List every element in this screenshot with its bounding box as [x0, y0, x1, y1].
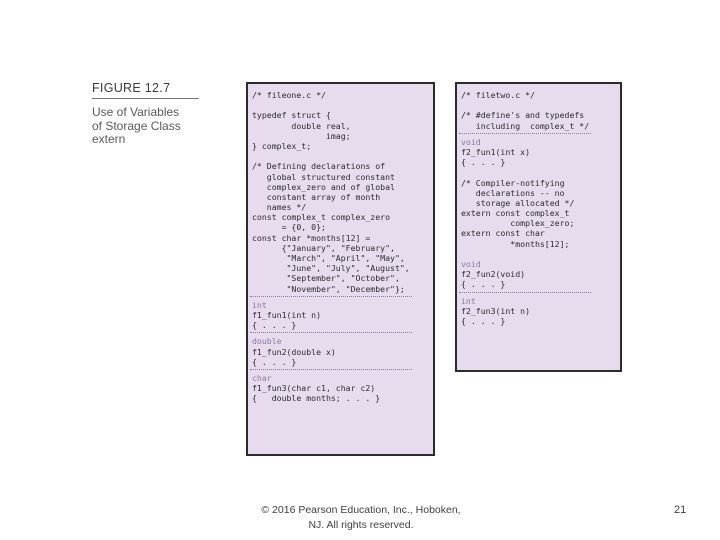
copyright-line: © 2016 Pearson Education, Inc., Hoboken,: [261, 504, 461, 516]
code-line: } complex_t;: [252, 140, 312, 151]
code-line: const char *months[12] =: [252, 232, 371, 243]
code-line: [252, 100, 410, 110]
code-line: including complex_t */: [461, 120, 590, 131]
code-line: { . . . }: [461, 279, 506, 290]
caption-line: of Storage Class: [92, 118, 181, 133]
code-line: int: [252, 299, 267, 310]
code-line: imag;: [252, 130, 351, 141]
code-line: "November", "December"};: [252, 283, 405, 294]
caption-line: extern: [92, 132, 126, 146]
code-panel-filetwo: [455, 82, 622, 372]
code-line: f2_fun2(void): [461, 269, 526, 280]
code-line: declarations -- no: [461, 187, 565, 198]
code-line: /* Compiler-notifying: [461, 177, 565, 188]
page-number: 21: [674, 504, 687, 516]
code-line: f1_fun2(double x): [252, 346, 336, 357]
code-line: [252, 151, 410, 161]
code-line: f1_fun3(char c1, char c2): [252, 383, 376, 394]
section-separator: [250, 369, 412, 370]
code-line: extern const complex_t: [461, 208, 570, 219]
caption-line: Use of Variables: [92, 105, 180, 119]
code-line: f2_fun1(int x): [461, 146, 531, 157]
code-line: global structured constant: [252, 171, 395, 182]
code-line: /* Defining declarations of: [252, 161, 386, 172]
figure-title: FIGURE 12.7: [92, 81, 171, 95]
code-line: void: [461, 136, 481, 147]
code-line: = {0, 0};: [252, 222, 326, 233]
code-line: /* filetwo.c */: [461, 90, 535, 100]
code-line: f2_fun3(int n): [461, 305, 531, 316]
section-separator: [459, 133, 591, 134]
code-line: storage allocated */: [461, 197, 575, 208]
code-line: char: [252, 372, 272, 383]
code-line: int: [461, 295, 476, 306]
code-line: /* fileone.c */: [252, 90, 326, 100]
code-line: complex_zero and of global: [252, 181, 395, 192]
code-line: { . . . }: [461, 315, 506, 326]
code-line: [461, 167, 589, 177]
code-line: extern const char: [461, 228, 545, 239]
code-line: *months[12];: [461, 238, 570, 249]
code-line: f1_fun1(int n): [252, 309, 322, 320]
code-line: constant array of month: [252, 191, 381, 202]
code-line: {"January", "February",: [252, 242, 395, 253]
code-line: { double months; . . . }: [252, 393, 381, 404]
code-line: double real,: [252, 120, 351, 131]
code-listing-filetwo: [461, 90, 589, 326]
copyright-notice: [245, 503, 477, 533]
code-line: [461, 249, 589, 259]
code-line: void: [461, 259, 481, 269]
section-separator: [250, 332, 412, 333]
code-line: double: [252, 336, 282, 347]
code-line: { . . . }: [252, 320, 297, 331]
code-line: "March", "April", "May",: [252, 253, 405, 263]
code-line: complex_zero;: [461, 218, 575, 229]
section-separator: [250, 296, 412, 297]
code-line: names */: [252, 202, 307, 213]
code-line: [461, 100, 589, 110]
code-line: { . . . }: [461, 157, 506, 168]
title-divider: [92, 98, 199, 99]
code-line: typedef struct {: [252, 110, 331, 121]
code-line: /* #define's and typedefs: [461, 110, 585, 121]
code-line: "June", "July", "August",: [252, 263, 410, 274]
code-listing-fileone: [252, 90, 410, 403]
code-line: "September", "October",: [252, 273, 400, 284]
section-separator: [459, 292, 591, 293]
code-line: const complex_t complex_zero: [252, 212, 391, 223]
code-panel-fileone: [246, 82, 435, 456]
figure-caption: [92, 106, 232, 147]
code-line: { . . . }: [252, 356, 297, 367]
copyright-line: NJ. All rights reserved.: [308, 519, 414, 531]
